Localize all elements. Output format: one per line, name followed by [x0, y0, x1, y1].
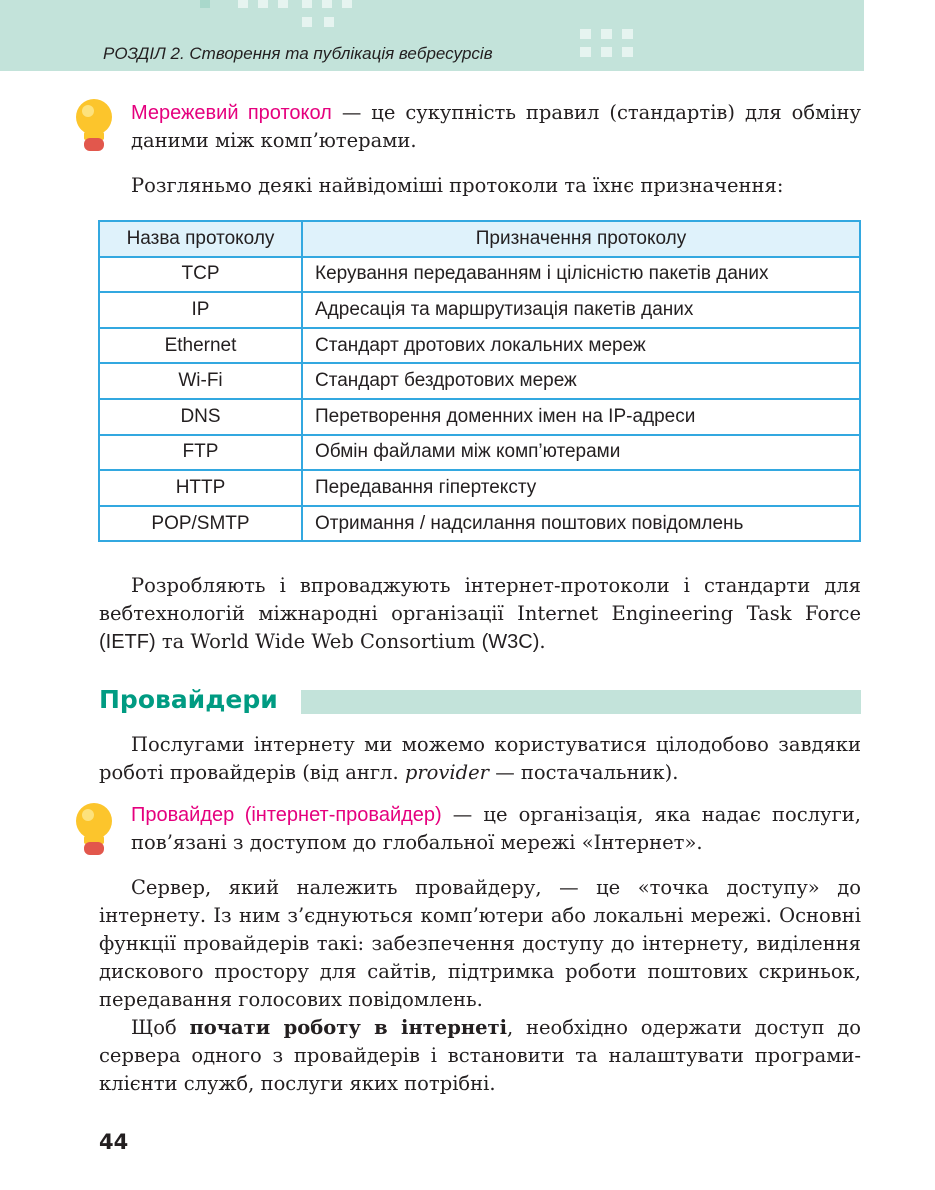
decor-square	[258, 0, 268, 8]
page-header	[0, 0, 864, 71]
providers-paragraph	[99, 731, 861, 787]
protocol-name: Ethernet	[99, 328, 302, 364]
decor-square	[622, 29, 633, 39]
protocol-name: IP	[99, 292, 302, 328]
heading-title: Провайдери	[99, 685, 278, 714]
w3c-abbr: (W3C)	[481, 631, 540, 653]
table-row	[99, 506, 860, 542]
standards-text: та World Wide Web Consortium	[155, 630, 482, 653]
standards-text: .	[539, 630, 546, 653]
lightbulb-icon	[75, 98, 113, 154]
decor-square	[302, 17, 312, 27]
protocol-name: HTTP	[99, 470, 302, 506]
table-row	[99, 399, 860, 435]
definition-text: — це організація, яка надає послуги, пов’язані з доступом до глобальної мережі «Інтернет».	[131, 803, 861, 854]
column-header: Призначення протоколу	[302, 221, 860, 257]
decor-square	[622, 47, 633, 57]
server-text: Сервер, який належить провайдеру, — це «точка доступу» до інтернету. Із ним з’єднуються комп’ютери або локальні мережі. Основні функції провайдерів такі: забезпечення доступу до інтернету, виділення дискового простору для сайтів, підтримка роботи поштових скриньок, передавання голосових повідомлень.	[99, 876, 861, 1011]
section-title: РОЗДІЛ 2. Створення та публікація вебресурсів	[103, 44, 493, 63]
heading-bar	[301, 690, 861, 714]
protocol-purpose: Перетворення доменних імен на IP-адреси	[302, 399, 860, 435]
start-text: Щоб	[131, 1016, 190, 1039]
protocol-name: FTP	[99, 435, 302, 471]
table-row	[99, 292, 860, 328]
definition-protocol	[131, 99, 861, 155]
table-row	[99, 328, 860, 364]
bold-phrase: почати роботу в інтернеті	[189, 1016, 508, 1039]
decor-square	[580, 29, 591, 39]
italic-word: provider	[404, 761, 489, 784]
section-heading	[99, 685, 861, 716]
decor-square	[580, 47, 591, 57]
table-row	[99, 435, 860, 471]
protocol-purpose: Обмін файлами між комп’ютерами	[302, 435, 860, 471]
standards-paragraph	[99, 572, 861, 656]
decor-square	[278, 0, 288, 8]
standards-text: Розробляють і впроваджують інтернет-протоколи і стандарти для вебтехнологій міжнародні організації Internet Engineering Task Force	[99, 574, 861, 625]
ietf-abbr: (IETF)	[99, 631, 156, 653]
protocol-table	[98, 220, 861, 542]
definition-text: — це сукупність правил (стандартів) для обміну даними між комп’ютерами.	[131, 101, 861, 152]
decor-square	[324, 17, 334, 27]
definition-provider	[131, 801, 861, 857]
page-number: 44	[99, 1130, 129, 1154]
intro-paragraph	[99, 172, 861, 200]
protocol-name: POP/SMTP	[99, 506, 302, 542]
protocol-purpose: Стандарт дротових локальних мереж	[302, 328, 860, 364]
term-protocol: Мережевий протокол	[131, 102, 332, 124]
protocol-purpose: Адресація та маршрутизація пакетів даних	[302, 292, 860, 328]
providers-text: — постачальник).	[489, 761, 679, 784]
protocol-name: Wi-Fi	[99, 363, 302, 399]
column-header: Назва протоколу	[99, 221, 302, 257]
decor-square	[601, 29, 612, 39]
protocol-purpose: Передавання гіпертексту	[302, 470, 860, 506]
table-row	[99, 363, 860, 399]
protocol-purpose: Керування передаванням і цілісністю пакетів даних	[302, 257, 860, 293]
protocol-name: DNS	[99, 399, 302, 435]
decor-square	[302, 0, 312, 8]
decor-square	[238, 0, 248, 8]
lightbulb-icon	[75, 802, 113, 858]
decor-square	[601, 47, 612, 57]
start-text: , необхідно одержати доступ до сервера одного з провайдерів і встановити та налаштувати програми-клієнти служб, послуги яких потрібні.	[99, 1016, 862, 1095]
table-row	[99, 470, 860, 506]
protocol-name: TCP	[99, 257, 302, 293]
decor-square	[342, 0, 352, 8]
protocol-purpose: Отримання / надсилання поштових повідомлень	[302, 506, 860, 542]
table-header-row	[99, 221, 860, 257]
server-paragraph	[99, 874, 861, 1014]
term-provider: Провайдер (інтернет-провайдер)	[131, 804, 442, 826]
intro-text: Розгляньмо деякі найвідоміші протоколи та їхнє призначення:	[131, 174, 784, 197]
start-paragraph	[99, 1014, 861, 1098]
table-row	[99, 257, 860, 293]
providers-text: Послугами інтернету ми можемо користуватися цілодобово завдяки роботі провайдерів (від англ.	[99, 733, 861, 784]
decor-square	[200, 0, 210, 8]
decor-square	[322, 0, 332, 8]
protocol-purpose: Стандарт бездротових мереж	[302, 363, 860, 399]
